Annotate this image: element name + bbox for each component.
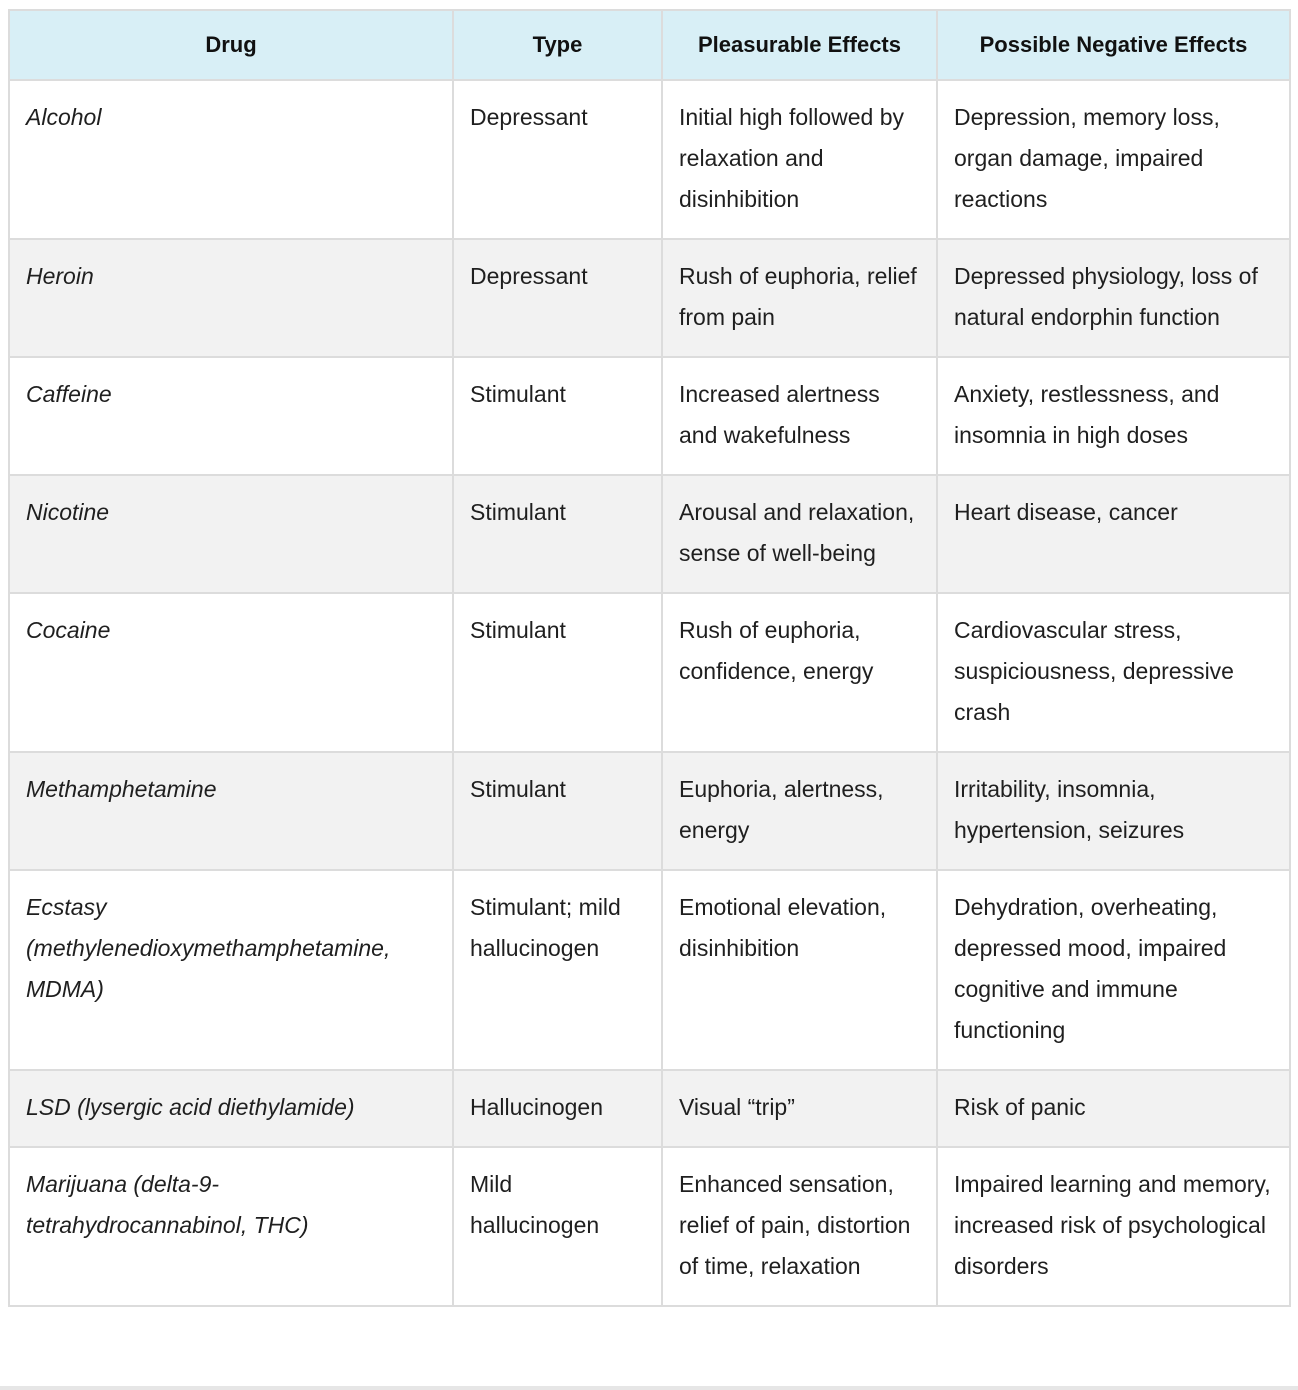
type-cell: Stimulant; mild hallucinogen bbox=[453, 870, 662, 1070]
negative-cell: Risk of panic bbox=[937, 1070, 1290, 1147]
type-cell: Stimulant bbox=[453, 357, 662, 475]
header-pleasurable-effects: Pleasurable Effects bbox=[662, 10, 937, 80]
drug-cell: LSD (lysergic acid diethylamide) bbox=[9, 1070, 453, 1147]
pleasurable-cell: Arousal and relaxation, sense of well-being bbox=[662, 475, 937, 593]
table-row bbox=[9, 593, 1290, 752]
table-row bbox=[9, 357, 1290, 475]
drug-cell: Heroin bbox=[9, 239, 453, 357]
table-row bbox=[9, 752, 1290, 870]
table-row bbox=[9, 239, 1290, 357]
pleasurable-cell: Euphoria, alertness, energy bbox=[662, 752, 937, 870]
pleasurable-cell: Enhanced sensation, relief of pain, distortion of time, relaxation bbox=[662, 1147, 937, 1306]
negative-cell: Depression, memory loss, organ damage, impaired reactions bbox=[937, 80, 1290, 239]
pleasurable-cell: Increased alertness and wakefulness bbox=[662, 357, 937, 475]
bottom-divider bbox=[0, 1386, 1298, 1390]
type-cell: Mild hallucinogen bbox=[453, 1147, 662, 1306]
negative-cell: Anxiety, restlessness, and insomnia in high doses bbox=[937, 357, 1290, 475]
type-cell: Depressant bbox=[453, 80, 662, 239]
drug-cell: Methamphetamine bbox=[9, 752, 453, 870]
drug-cell: Caffeine bbox=[9, 357, 453, 475]
type-cell: Depressant bbox=[453, 239, 662, 357]
drug-cell: Nicotine bbox=[9, 475, 453, 593]
negative-cell: Depressed physiology, loss of natural endorphin function bbox=[937, 239, 1290, 357]
table-row bbox=[9, 1070, 1290, 1147]
pleasurable-cell: Rush of euphoria, relief from pain bbox=[662, 239, 937, 357]
negative-cell: Impaired learning and memory, increased risk of psychological disorders bbox=[937, 1147, 1290, 1306]
table-row bbox=[9, 80, 1290, 239]
type-cell: Stimulant bbox=[453, 593, 662, 752]
negative-cell: Irritability, insomnia, hypertension, seizures bbox=[937, 752, 1290, 870]
table-row bbox=[9, 870, 1290, 1070]
drug-cell: Cocaine bbox=[9, 593, 453, 752]
type-cell: Stimulant bbox=[453, 752, 662, 870]
negative-cell: Dehydration, overheating, depressed mood, impaired cognitive and immune functioning bbox=[937, 870, 1290, 1070]
header-drug: Drug bbox=[9, 10, 453, 80]
pleasurable-cell: Initial high followed by relaxation and disinhibition bbox=[662, 80, 937, 239]
drug-cell: Marijuana (delta-9-tetrahydrocannabinol, THC) bbox=[9, 1147, 453, 1306]
negative-cell: Cardiovascular stress, suspiciousness, depressive crash bbox=[937, 593, 1290, 752]
pleasurable-cell: Rush of euphoria, confidence, energy bbox=[662, 593, 937, 752]
drug-cell: Alcohol bbox=[9, 80, 453, 239]
header-negative-effects: Possible Negative Effects bbox=[937, 10, 1290, 80]
negative-cell: Heart disease, cancer bbox=[937, 475, 1290, 593]
type-cell: Stimulant bbox=[453, 475, 662, 593]
table-header-row bbox=[9, 10, 1290, 80]
drug-effects-table bbox=[8, 9, 1291, 1307]
table-row bbox=[9, 1147, 1290, 1306]
pleasurable-cell: Emotional elevation, disinhibition bbox=[662, 870, 937, 1070]
pleasurable-cell: Visual “trip” bbox=[662, 1070, 937, 1147]
table-row bbox=[9, 475, 1290, 593]
drug-cell: Ecstasy (methylenedioxymethamphetamine, MDMA) bbox=[9, 870, 453, 1070]
type-cell: Hallucinogen bbox=[453, 1070, 662, 1147]
header-type: Type bbox=[453, 10, 662, 80]
